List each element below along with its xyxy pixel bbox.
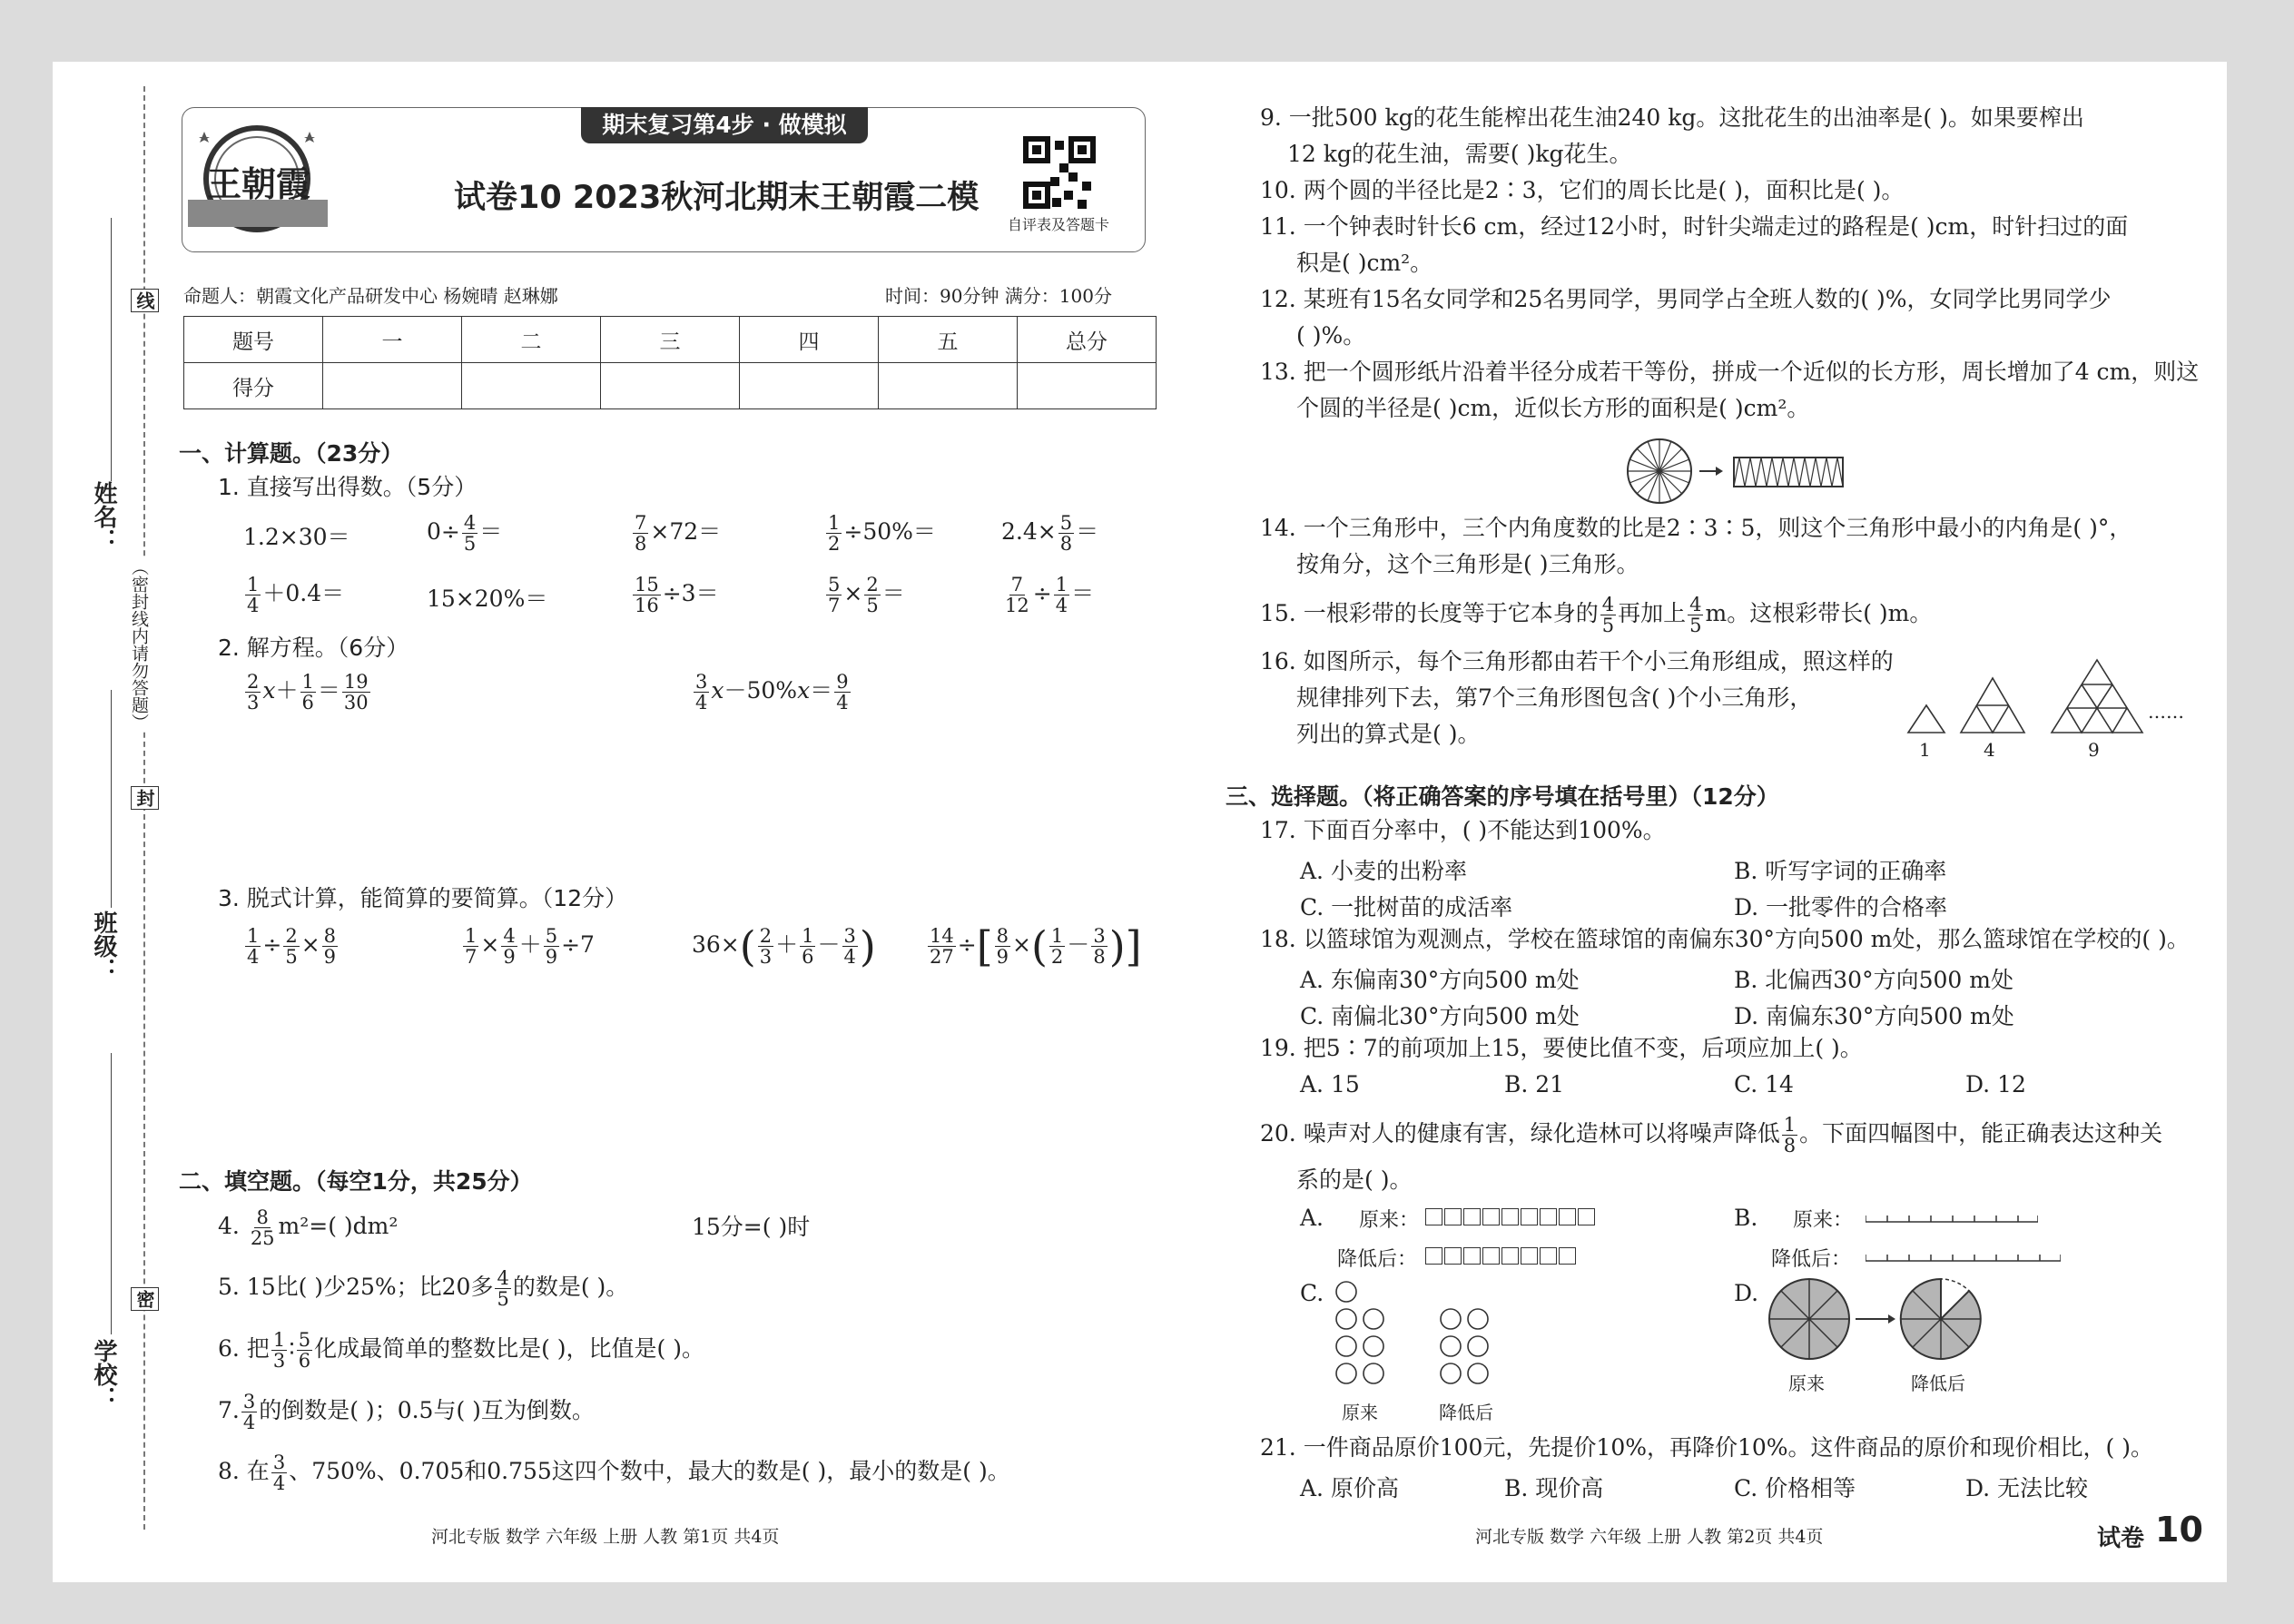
choice-q20-d[interactable]: D. — [1734, 1280, 1759, 1306]
fill-q12: 12. 某班有15名女同学和25名男同学，男同学占全班人数的( )%，女同学比男同学少 — [1260, 286, 2112, 312]
fill-q16: 16. 如图所示，每个三角形都由若干个小三角形组成，照这样的 — [1260, 648, 1894, 674]
class-label: 班级： — [90, 910, 117, 981]
score-cell[interactable] — [323, 363, 462, 409]
score-cell[interactable] — [879, 363, 1018, 409]
option-d-original-label: 原来 — [1788, 1373, 1825, 1394]
score-cell[interactable] — [462, 363, 601, 409]
option-a-reduced-bar — [1425, 1246, 1578, 1265]
triangle-label-3: 9 — [2088, 739, 2100, 761]
fill-q8-text: 8. 在 — [218, 1458, 270, 1484]
score-table — [183, 316, 1157, 409]
score-row-label: 得分 — [184, 363, 323, 409]
triangle-pattern-figure — [1906, 655, 2151, 737]
fill-q14: 14. 一个三角形中，三个内角度数的比是2∶3∶5，则这个三角形中最小的内角是( )°， — [1260, 515, 2132, 541]
calc-1d: $\frac{1}{2}$ ÷50%＝ — [828, 512, 936, 555]
calc-1g: 15×20%＝ — [427, 586, 548, 612]
fill-q13: 13. 把一个圆形纸片沿着半径分成若干等份，拼成一个近似的长方形，周长增加了4 cm，则这 — [1260, 359, 2200, 385]
binding-mark-mi: 密 — [131, 1287, 159, 1311]
calc-1c: $\frac{7}{8}$ ×72＝ — [635, 512, 722, 555]
fill-q11-cont: 积是( )cm²。 — [1296, 250, 1433, 276]
fill-q8-text-b: 、750%、0.705和0.755这四个数中，最大的数是( )，最小的数是( )。 — [289, 1458, 1010, 1484]
step-calc-4: $\frac{14}{27}$ ÷[ $\frac{8}{9}$ ×( $\frac{1}{2}$ － $\frac{3}{8}$ )] — [930, 921, 1142, 971]
score-cell[interactable] — [740, 363, 879, 409]
triangle-label-2: 4 — [1984, 739, 1995, 761]
option-b-original-label: 原来： — [1793, 1209, 1854, 1232]
equation-1: $\frac{2}{3}$ x＋ $\frac{1}{6}$ ＝ $\frac{19}{30}$ — [247, 671, 369, 714]
choice-q19-b[interactable]: B. 21 — [1504, 1071, 1565, 1097]
choice-q17-c[interactable]: C. 一批树苗的成活率 — [1300, 894, 1513, 920]
choice-q20-b[interactable]: B. — [1734, 1205, 1758, 1231]
binding-mark-xian: 线 — [131, 289, 159, 312]
choice-q21-c[interactable]: C. 价格相等 — [1734, 1475, 1856, 1501]
option-c-original-label: 原来 — [1342, 1402, 1378, 1423]
q3-title: 3. 脱式计算，能简算的要简算。（12分） — [218, 885, 628, 911]
choice-q17-a[interactable]: A. 小麦的出粉率 — [1300, 858, 1467, 884]
fill-q5-text-b: 的数是( )。 — [512, 1274, 629, 1300]
corner-exam-label: 试卷 — [2097, 1525, 2145, 1552]
fill-q15-text-c: m。这根彩带长( )m。 — [1705, 600, 1933, 626]
choice-q21: 21. 一件商品原价100元，先提价10%，再降价10%。这件商品的原价和现价相比，( )。 — [1260, 1434, 2154, 1461]
choice-q20-text: 20. 噪声对人的健康有害，绿化造林可以将噪声降低 — [1260, 1120, 1780, 1147]
footer-page-1: 河北专版 数学 六年级 上册 人教 第1页 共4页 — [431, 1527, 780, 1547]
choice-q18-b[interactable]: B. 北偏西30°方向500 m处 — [1734, 967, 2013, 993]
score-header-cell: 三 — [601, 317, 740, 363]
choice-q20: 20. 噪声对人的健康有害，绿化造林可以将噪声降低 $\frac{1}{8}$ 。下面四幅图中，能正确表达这种关 — [1260, 1114, 2163, 1156]
choice-q21-d[interactable]: D. 无法比较 — [1965, 1475, 2089, 1501]
option-a-reduced-label: 降低后： — [1337, 1248, 1418, 1271]
fill-q7-text: 7. — [218, 1397, 240, 1423]
choice-q18: 18. 以篮球馆为观测点，学校在篮球馆的南偏东30°方向500 m处，那么篮球馆在学校的( )。 — [1260, 926, 2190, 952]
binding-mark-feng: 封 — [131, 786, 159, 810]
choice-q19: 19. 把5∶7的前项加上15，要使比值不变，后项应加上( )。 — [1260, 1035, 1863, 1061]
calc-1h: $\frac{15}{16}$ ÷3＝ — [635, 574, 719, 616]
fill-q6-text: 6. 把 — [218, 1335, 270, 1362]
fill-q5: 5. 15比( )少25%；比20多 $\frac{4}{5}$ 的数是( )。 — [218, 1267, 629, 1310]
choice-q20-a[interactable]: A. — [1300, 1205, 1324, 1231]
step-calc-2: $\frac{1}{7}$ × $\frac{4}{9}$ ＋ $\frac{5}{9}$ ÷7 — [465, 925, 595, 968]
fill-q16-cont: 规律排列下去，第7个三角形图包含( )个小三角形， — [1296, 684, 1813, 711]
option-a-original-bar — [1425, 1207, 1597, 1225]
option-d-reduced-label: 降低后 — [1911, 1373, 1965, 1394]
choice-q18-d[interactable]: D. 南偏东30°方向500 m处 — [1734, 1003, 2014, 1029]
step-banner: 期末复习第4步 · 做模拟 — [581, 107, 868, 143]
school-label: 学校： — [90, 1339, 117, 1410]
calc-1j: $\frac{7}{12}$ ÷ $\frac{1}{4}$ ＝ — [1005, 574, 1095, 616]
score-header-cell: 四 — [740, 317, 879, 363]
circle-to-rectangle-figure — [1625, 438, 1852, 506]
q1-title: 1. 直接写出得数。（5分） — [218, 474, 478, 500]
calc-1a: 1.2×30＝ — [243, 524, 350, 550]
fill-q6-text-b: 化成最简单的整数比是( )，比值是( )。 — [314, 1335, 704, 1362]
fill-q12-cont: ( )%。 — [1296, 322, 1366, 349]
section-1-heading: 一、计算题。（23分） — [179, 440, 404, 467]
q2-title: 2. 解方程。（6分） — [218, 635, 409, 661]
option-b-original-line — [1866, 1209, 2038, 1220]
option-d-pie-figure — [1768, 1275, 1995, 1366]
section-3-heading: 三、选择题。（将正确答案的序号填在括号里）（12分） — [1226, 783, 1779, 810]
choice-q20-c[interactable]: C. — [1300, 1280, 1324, 1306]
choice-q19-a[interactable]: A. 15 — [1300, 1071, 1360, 1097]
option-b-reduced-label: 降低后： — [1771, 1248, 1852, 1271]
calc-1i: $\frac{5}{7}$ × $\frac{2}{5}$ ＝ — [828, 574, 905, 616]
fill-q9-cont: 12 kg的花生油，需要( )kg花生。 — [1287, 141, 1632, 167]
score-header-cell: 一 — [323, 317, 462, 363]
fill-q4a: 4. $\frac{8}{25}$ m²=( )dm² — [218, 1206, 399, 1249]
step-calc-3: 36×( $\frac{2}{3}$ ＋ $\frac{1}{6}$ － $\frac{3}{4}$ ) — [692, 921, 876, 971]
footer-page-2: 河北专版 数学 六年级 上册 人教 第2页 共4页 — [1475, 1527, 1824, 1547]
choice-q21-b[interactable]: B. 现价高 — [1504, 1475, 1604, 1501]
choice-q17-b[interactable]: B. 听写字词的正确率 — [1734, 858, 1947, 884]
class-field[interactable] — [111, 690, 112, 908]
fill-q13-cont: 个圆的半径是( )cm，近似长方形的面积是( )cm²。 — [1296, 395, 1810, 421]
triangle-label-more: …… — [2148, 701, 2184, 723]
option-c-circles — [1334, 1280, 1489, 1389]
authors: 命题人：朝霞文化产品研发中心 杨婉晴 赵琳娜 — [183, 285, 558, 307]
name-field[interactable] — [111, 218, 112, 481]
name-label: 姓名： — [90, 481, 117, 552]
fill-q7: 7. $\frac{3}{4}$ 的倒数是( )；0.5与( )互为倒数。 — [218, 1391, 595, 1433]
choice-q19-d[interactable]: D. 12 — [1965, 1071, 2026, 1097]
fill-q5-text: 5. 15比( )少25%；比20多 — [218, 1274, 494, 1300]
option-c-reduced-label: 降低后 — [1439, 1402, 1493, 1423]
logo-text: 王朝霞 — [207, 163, 311, 204]
score-header-cell: 五 — [879, 317, 1018, 363]
time-info: 时间：90分钟 满分：100分 — [885, 285, 1112, 307]
triangle-label-1: 1 — [1919, 739, 1931, 761]
fill-q15-text-b: 再加上 — [1618, 600, 1687, 626]
score-cell[interactable] — [1018, 363, 1157, 409]
fill-q15: 15. 一根彩带的长度等于它本身的 $\frac{4}{5}$ 再加上 $\frac{4}{5}$ m。这根彩带长( )m。 — [1260, 594, 1933, 636]
fill-q7-text-b: 的倒数是( )；0.5与( )互为倒数。 — [259, 1397, 595, 1423]
step-calc-1: $\frac{1}{4}$ ÷ $\frac{2}{5}$ × $\frac{8}{9}$ — [247, 925, 337, 968]
fill-q15-text: 15. 一根彩带的长度等于它本身的 — [1260, 600, 1599, 626]
calc-1e: 2.4× $\frac{5}{8}$ ＝ — [1001, 512, 1099, 555]
section-2-heading: 二、填空题。（每空1分，共25分） — [179, 1168, 533, 1195]
choice-q17: 17. 下面百分率中，( )不能达到100%。 — [1260, 817, 1666, 843]
choice-q20-text-b: 。下面四幅图中，能正确表达这种关 — [1799, 1120, 2163, 1147]
fill-q11: 11. 一个钟表时针长6 cm，经过12小时，时针尖端走过的路程是( )cm，时针扫过的面 — [1260, 213, 2129, 240]
option-b-reduced-line — [1866, 1248, 2061, 1259]
qr-code[interactable] — [1023, 136, 1096, 209]
score-header-cell: 总分 — [1018, 317, 1157, 363]
corner-exam-number: 10 — [2155, 1510, 2203, 1550]
equation-2: $\frac{3}{4}$ x－50%x＝ $\frac{9}{4}$ — [695, 671, 849, 714]
fill-q14-cont: 按角分，这个三角形是( )三角形。 — [1296, 551, 1639, 577]
score-header-cell: 题号 — [184, 317, 323, 363]
option-a-original-label: 原来： — [1359, 1209, 1420, 1232]
fill-q4a-text: m²=( )dm² — [278, 1213, 399, 1239]
binding-warning: （密封线内请勿答题） — [127, 558, 152, 731]
choice-q21-a[interactable]: A. 原价高 — [1300, 1475, 1399, 1501]
score-cell[interactable] — [601, 363, 740, 409]
score-header-cell: 二 — [462, 317, 601, 363]
fill-q4b: 15分=( )时 — [692, 1214, 811, 1240]
exam-title: 试卷10 2023秋河北期末王朝霞二模 — [454, 180, 980, 216]
fill-q16-cont2: 列出的算式是( )。 — [1296, 721, 1481, 747]
choice-q19-c[interactable]: C. 14 — [1734, 1071, 1794, 1097]
fill-q6: 6. 把 $\frac{1}{3}$ ∶ $\frac{5}{6}$ 化成最简单的整数比是( )，比值是( )。 — [218, 1329, 704, 1372]
choice-q17-d[interactable]: D. 一批零件的合格率 — [1734, 894, 1948, 920]
fill-q9: 9. 一批500 kg的花生能榨出花生油240 kg。这批花生的出油率是( )。如果要榨出 — [1260, 104, 2084, 131]
fill-q8: 8. 在 $\frac{3}{4}$ 、750%、0.705和0.755这四个数中，最大的数是( )，最小的数是( )。 — [218, 1452, 1010, 1494]
school-field[interactable] — [111, 1053, 112, 1334]
calc-1f: $\frac{1}{4}$ ＋0.4＝ — [247, 574, 345, 616]
choice-q20-cont: 系的是( )。 — [1296, 1166, 1413, 1193]
qr-caption: 自评表及答题卡 — [1008, 216, 1110, 233]
fill-q10: 10. 两个圆的半径比是2∶3，它们的周长比是( )，面积比是( )。 — [1260, 177, 1905, 203]
calc-1b: 0÷ $\frac{4}{5}$ ＝ — [427, 512, 503, 555]
choice-q18-a[interactable]: A. 东偏南30°方向500 m处 — [1300, 967, 1580, 993]
choice-q18-c[interactable]: C. 南偏北30°方向500 m处 — [1300, 1003, 1580, 1029]
